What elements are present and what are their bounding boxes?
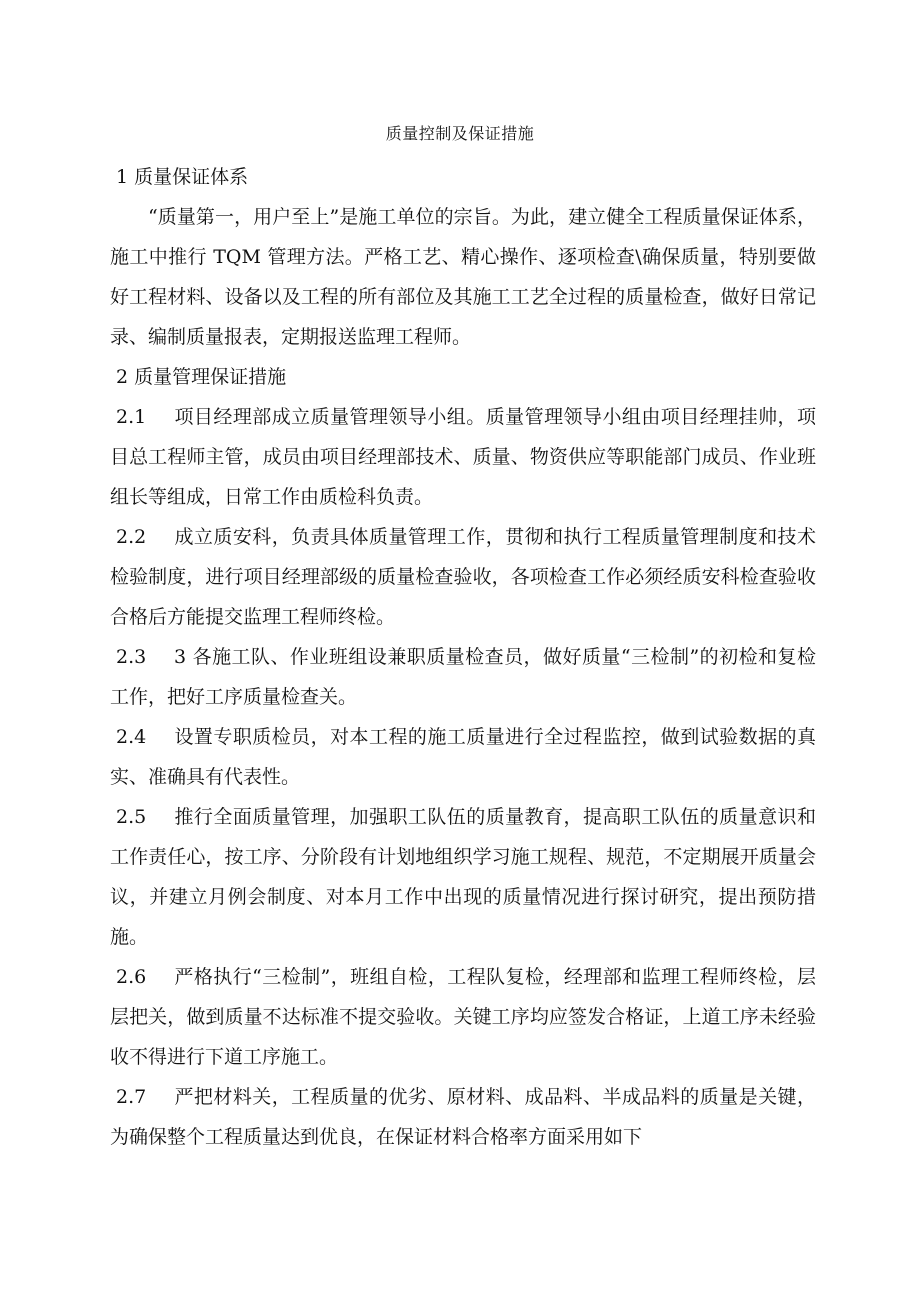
item-text: 项目经理部成立质量管理领导小组。质量管理领导小组由项目经理挂帅，项目总工程师主管，成员由项目经理部技术、质量、物资供应等职能部门成员、作业班组长等组成，日常工作由质检科负责。 [110, 406, 816, 508]
item-number: 2.4 [116, 726, 147, 748]
item-number: 2.7 [116, 1086, 147, 1108]
list-item-2-4 [110, 717, 816, 797]
item-text: 设置专职质检员，对本工程的施工质量进行全过程监控，做到试验数据的真实、准确具有代表性。 [110, 726, 816, 788]
item-text: 严把材料关，工程质量的优劣、原材料、成品料、半成品料的质量是关键，为确保整个工程质量达到优良，在保证材料合格率方面采用如下 [110, 1086, 816, 1148]
list-item-2-1 [110, 397, 816, 517]
document-body [110, 157, 816, 1157]
list-item-2-3 [110, 637, 816, 717]
list-item-2-2 [110, 517, 816, 637]
section-1-heading: 1 质量保证体系 [116, 166, 249, 188]
item-text: 成立质安科，负责具体质量管理工作，贯彻和执行工程质量管理制度和技术检验制度，进行项目经理部级的质量检查验收，各项检查工作必须经质安科检查验收合格后方能提交监理工程师终检。 [110, 526, 816, 628]
item-number: 2.6 [116, 966, 147, 988]
list-item-2-5 [110, 797, 816, 957]
item-number: 2.2 [116, 526, 147, 548]
item-text: 严格执行“三检制”，班组自检，工程队复检，经理部和监理工程师终检，层层把关，做到质量不达标准不提交验收。关键工序均应签发合格证，上道工序未经验收不得进行下道工序施工。 [110, 966, 816, 1068]
item-number: 2.1 [116, 406, 147, 428]
list-item-2-7 [110, 1077, 816, 1157]
list-item-2-6 [110, 957, 816, 1077]
item-number: 2.3 [116, 646, 147, 668]
document-title: 质量控制及保证措施 [385, 124, 535, 143]
item-text: 推行全面质量管理，加强职工队伍的质量教育，提高职工队伍的质量意识和工作责任心，按工序、分阶段有计划地组织学习施工规程、规范，不定期展开质量会议，并建立月例会制度、对本月工作中出现的质量情况进行探讨研究，提出预防措施。 [110, 806, 816, 948]
item-text: 3 各施工队、作业班组设兼职质量检查员，做好质量“三检制”的初检和复检工作，把好工序质量检查关。 [110, 646, 816, 708]
section-1-paragraph: “质量第一，用户至上”是施工单位的宗旨。为此，建立健全工程质量保证体系，施工中推行 TQM 管理方法。严格工艺、精心操作、逐项检查\确保质量，特别要做好工程材料、设备以及工程的所有部位及其施工工艺全过程的质量检查，做好日常记录、编制质量报表，定期报送监理工程师。 [110, 206, 816, 348]
item-number: 2.5 [116, 806, 147, 828]
section-2-heading: 2 质量管理保证措施 [116, 366, 287, 388]
